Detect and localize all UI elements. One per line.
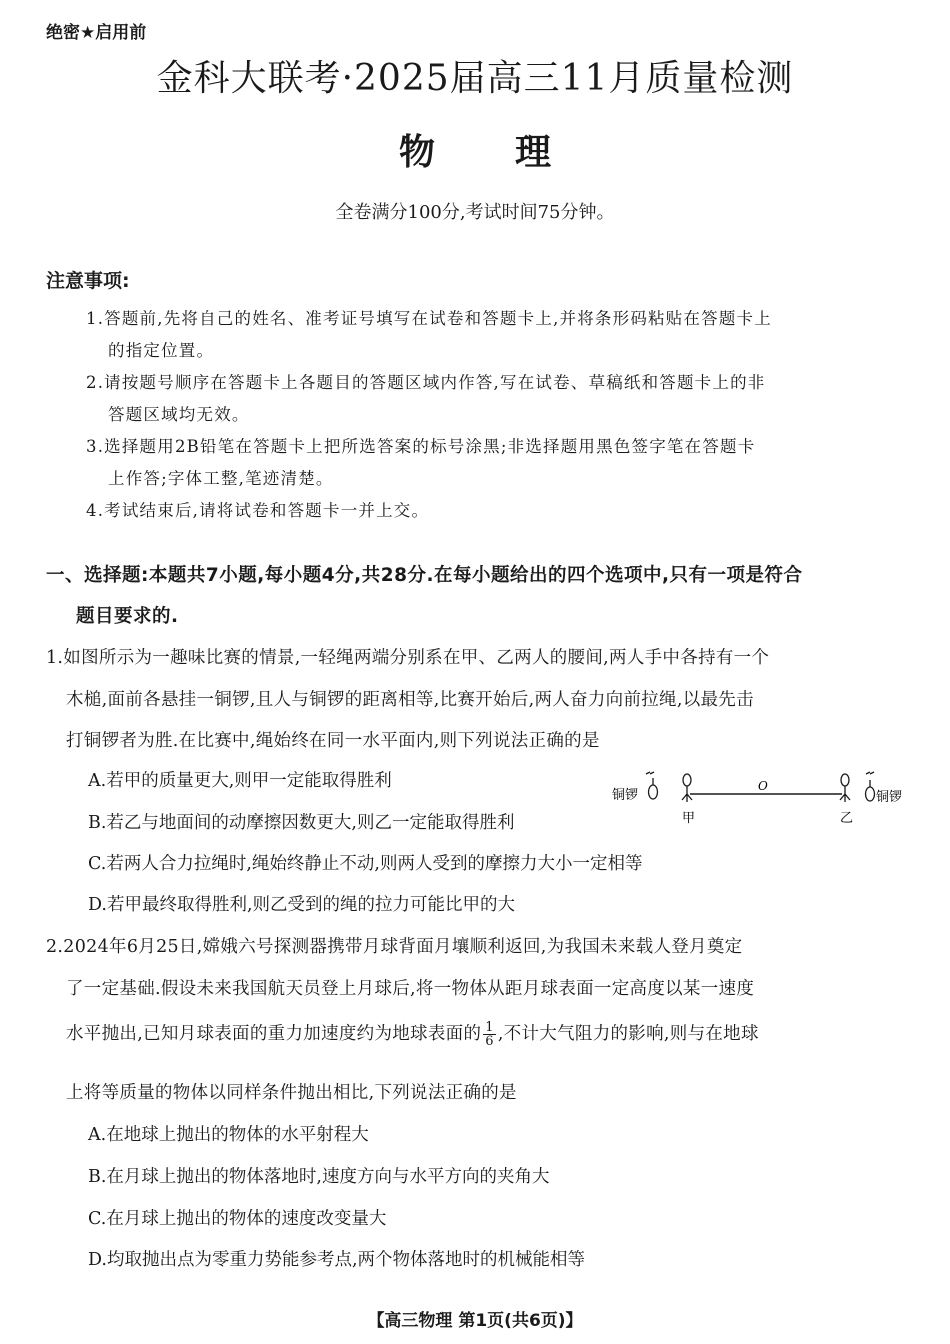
q2-option-c: C.在月球上抛出的物体的速度改变量大 — [88, 1209, 387, 1229]
q1-stem-line: 打铜锣者为胜.在比赛中,绳始终在同一水平面内,则下列说法正确的是 — [66, 731, 600, 751]
q2-text-before-fraction: 水平抛出,已知月球表面的重力加速度约为地球表面的 — [66, 1024, 482, 1044]
person-left-icon — [682, 774, 692, 802]
notice-line: 的指定位置。 — [108, 341, 215, 360]
rope-mark-label: O — [758, 779, 768, 793]
exam-title: 金科大联考·2025届高三11月质量检测 — [156, 58, 794, 99]
q2-option-b: B.在月球上抛出的物体落地时,速度方向与水平方向的夹角大 — [88, 1167, 550, 1187]
secret-mark: 绝密★启用前 — [46, 23, 147, 43]
tug-of-war-diagram — [612, 768, 912, 828]
subject-text: 物理 — [398, 131, 631, 173]
q1-stem-line: 木槌,面前各悬挂一铜锣,且人与铜锣的距离相等,比赛开始后,两人奋力向前拉绳,以最先击 — [66, 690, 754, 710]
q2-option-a: A.在地球上抛出的物体的水平射程大 — [88, 1125, 369, 1145]
tug-of-war-figure — [612, 768, 912, 832]
one-sixth-fraction — [483, 1021, 496, 1048]
q2-stem-line-with-fraction — [66, 1020, 759, 1048]
page-footer: 【高三物理 第1页(共6页)】 — [367, 1311, 583, 1331]
q1-option-d: D.若甲最终取得胜利,则乙受到的绳的拉力可能比甲的大 — [88, 895, 516, 915]
q1-option-c: C.若两人合力拉绳时,绳始终静止不动,则两人受到的摩擦力大小一定相等 — [88, 854, 643, 874]
person-right-icon — [840, 774, 850, 802]
q2-stem-line: 了一定基础.假设未来我国航天员登上月球后,将一物体从距月球表面一定高度以某一速度 — [66, 979, 755, 999]
left-gong-icon — [646, 772, 658, 799]
notice-line: 1.答题前,先将自己的姓名、准考证号填写在试卷和答题卡上,并将条形码粘贴在答题卡上 — [86, 309, 772, 328]
person-right-label: 乙 — [840, 811, 854, 826]
fraction-numerator: 1 — [485, 1020, 494, 1035]
fraction-denominator: 6 — [485, 1034, 494, 1049]
q1-stem-line: 1.如图所示为一趣味比赛的情景,一轻绳两端分别系在甲、乙两人的腰间,两人手中各持有一个 — [46, 648, 770, 668]
notice-line: 3.选择题用2B铅笔在答题卡上把所选答案的标号涂黑;非选择题用黑色签字笔在答题卡 — [86, 437, 756, 456]
q1-option-b: B.若乙与地面间的动摩擦因数更大,则乙一定能取得胜利 — [88, 813, 515, 833]
notice-title: 注意事项: — [46, 270, 130, 292]
notice-line: 答题区域均无效。 — [108, 405, 250, 424]
q2-stem-line: 2.2024年6月25日,嫦娥六号探测器携带月球背面月壤顺利返回,为我国未来载人登月奠定 — [46, 937, 743, 957]
person-left-label: 甲 — [682, 811, 696, 826]
notice-line: 2.请按题号顺序在答题卡上各题目的答题区域内作答,写在试卷、草稿纸和答题卡上的非 — [86, 373, 766, 392]
section-heading-cont: 题目要求的. — [76, 606, 179, 627]
subject-title — [0, 124, 950, 175]
q1-option-a: A.若甲的质量更大,则甲一定能取得胜利 — [88, 771, 392, 791]
left-gong-label: 铜锣 — [612, 788, 639, 803]
q2-option-d: D.均取抛出点为零重力势能参考点,两个物体落地时的机械能相等 — [88, 1250, 586, 1270]
q2-stem-line: 上将等质量的物体以同样条件抛出相比,下列说法正确的是 — [66, 1083, 517, 1103]
score-time-line: 全卷满分100分,考试时间75分钟。 — [335, 202, 615, 223]
right-gong-icon — [866, 772, 875, 801]
section-heading: 一、选择题:本题共7小题,每小题4分,共28分.在每小题给出的四个选项中,只有一项是符合 — [46, 565, 803, 586]
notice-line: 上作答;字体工整,笔迹清楚。 — [108, 469, 334, 488]
q2-text-after-fraction: ,不计大气阻力的影响,则与在地球 — [497, 1024, 759, 1044]
right-gong-label: 铜锣 — [876, 790, 903, 805]
notice-line: 4.考试结束后,请将试卷和答题卡一并上交。 — [86, 501, 430, 520]
